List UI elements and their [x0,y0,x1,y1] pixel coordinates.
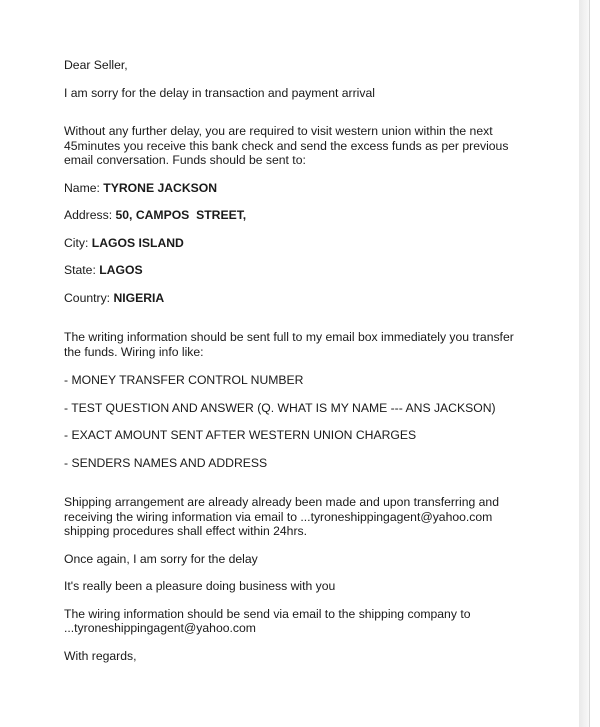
state-value: LAGOS [99,263,143,277]
name-value: TYRONE JACKSON [103,180,218,195]
address-label: Address: [64,208,116,222]
wiring-item: - EXACT AMOUNT SENT AFTER WESTERN UNION CHARGES [64,428,417,442]
country-label: Country: [64,290,114,305]
recipient-name [64,181,534,196]
city-label: City: [64,235,92,250]
page-edge-shadow [579,0,589,727]
state-label: State: [64,263,100,277]
recipient-city [64,236,534,251]
closing-line: With regards, [64,648,137,663]
greeting: Dear Seller, [64,58,128,72]
wiring-intro-paragraph: The writing information should be sent full to my email box immediately you transfer the funds. Wiring info like: [64,330,514,359]
address-value: 50, CAMPOS STREET, [115,208,247,222]
wiring-item: - MONEY TRANSFER CONTROL NUMBER [64,373,304,387]
wiring-email-paragraph: The wiring information should be send via email to the shipping company to ...tyroneshippingagent@yahoo.com [64,606,471,635]
wiring-item: - TEST QUESTION AND ANSWER (Q. WHAT IS MY NAME --- ANS JACKSON) [64,400,496,415]
pleasure-line: It's really been a pleasure doing business with you [64,579,336,593]
recipient-country [64,291,534,306]
country-value: NIGERIA [113,290,165,305]
recipient-state [64,263,534,278]
city-value: LAGOS ISLAND [91,235,184,250]
name-label: Name: [64,180,104,195]
apology-again-line: Once again, I am sorry for the delay [64,551,258,566]
wiring-item: - SENDERS NAMES AND ADDRESS [64,455,268,470]
instructions-paragraph: Without any further delay, you are required to visit western union within the next 45minutes you receive this bank check and send the excess funds as per previous email conversation. Funds should be sent to: [64,124,509,167]
recipient-address [64,208,534,223]
apology-line: I am sorry for the delay in transaction and payment arrival [64,85,375,100]
shipping-paragraph: Shipping arrangement are already already been made and upon transferring and receiving the wiring information via email to ...tyroneshippingagent@yahoo.com shipping procedures shall effect within 24hrs. [64,495,499,538]
letter-body [64,58,534,663]
